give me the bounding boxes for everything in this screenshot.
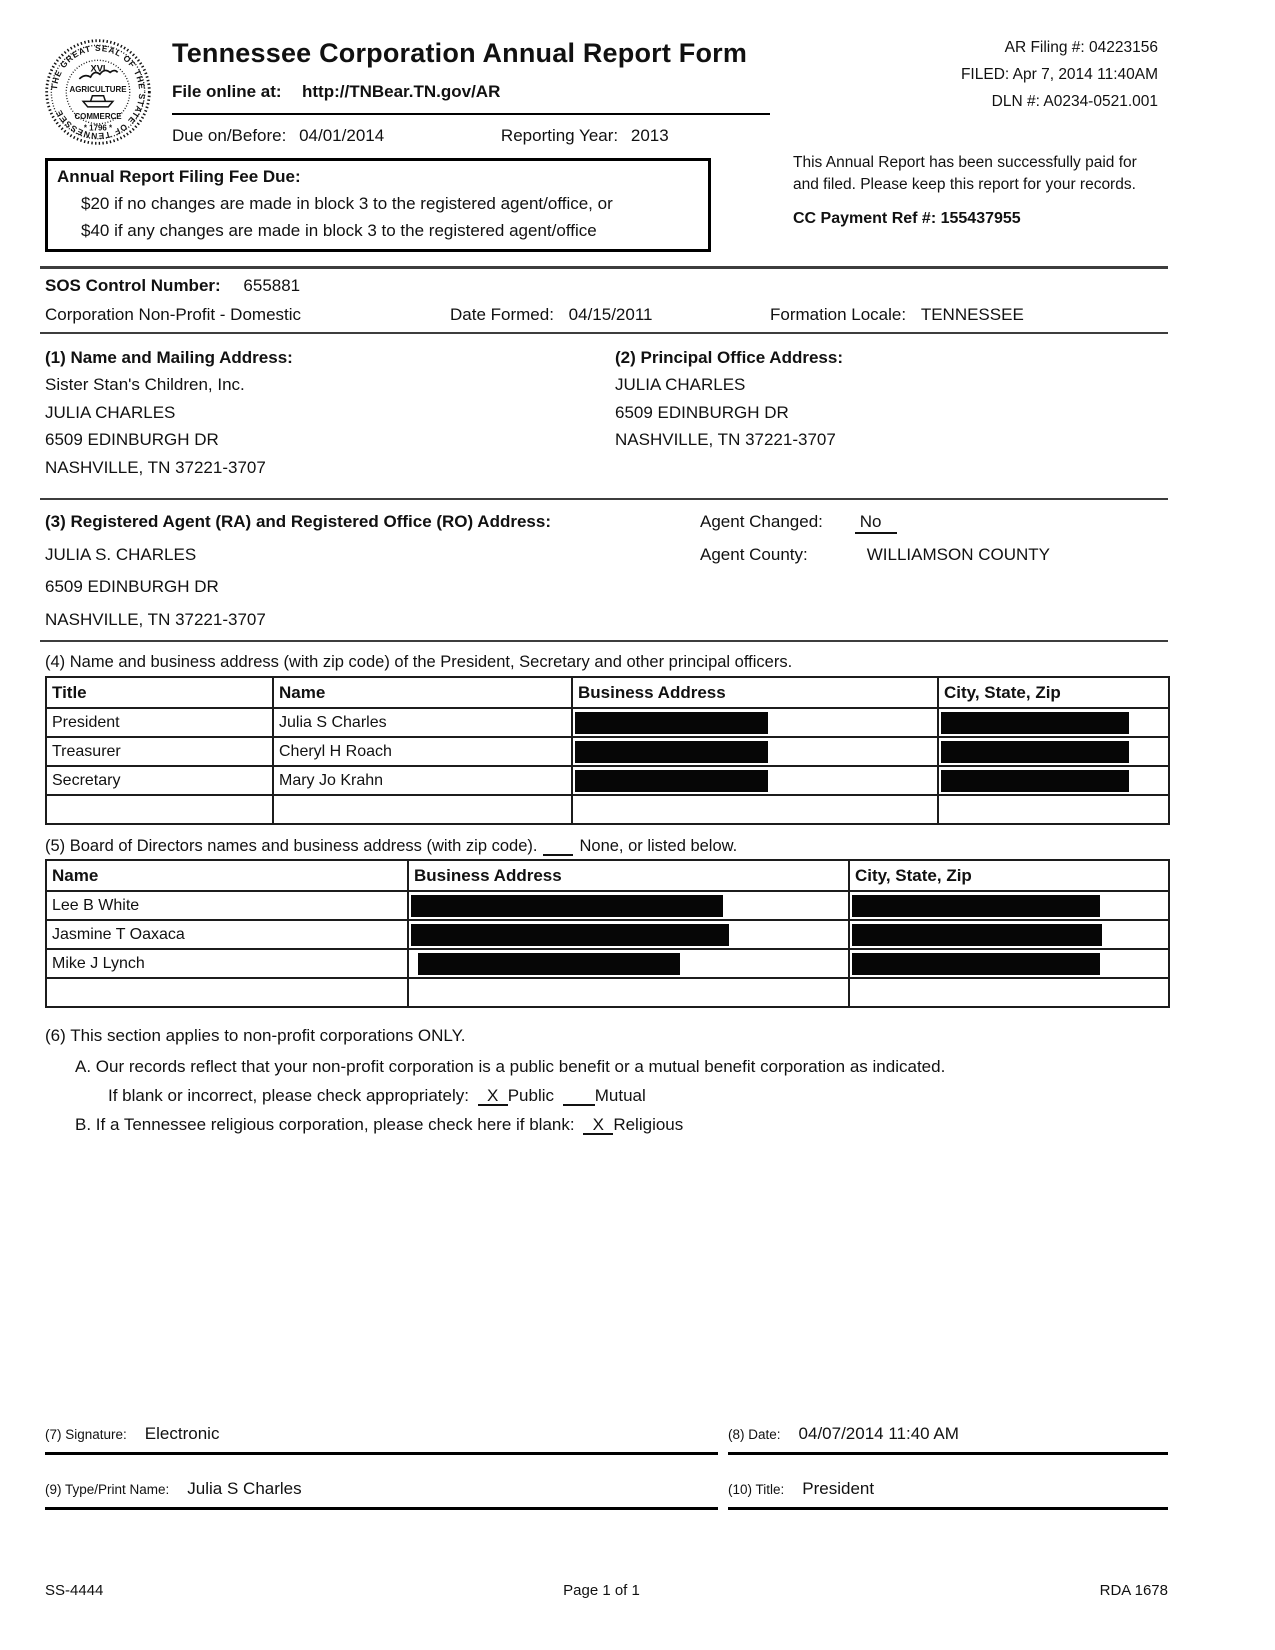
agent-changed-label: Agent Changed: [700,512,823,531]
mailing-line: JULIA CHARLES [45,402,176,422]
officer-name: Mary Jo Krahn [273,766,572,795]
agent-changed-value: No [855,512,898,534]
column-header-name: Name [46,860,408,891]
address-blocks [45,344,1168,481]
mutual-checkbox-blank [563,1086,595,1106]
redacted-business-address [411,895,723,917]
table-header-row [46,860,1169,891]
officer-name: Julia S Charles [273,708,572,737]
due-label: Due on/Before: [172,126,287,145]
column-header-city-state-zip: City, State, Zip [938,677,1169,708]
table-row-empty [46,795,1169,824]
column-header-name: Name [273,677,572,708]
section-6-heading: (6) This section applies to non-profit corporations ONLY. [45,1026,466,1045]
date-formed [450,305,770,325]
redacted-city-state-zip [941,712,1129,734]
section-5-caption-tail: None, or listed below. [579,837,738,855]
religious-label: Religious [613,1115,684,1134]
print-name-label: (9) Type/Print Name: [45,1482,170,1497]
redacted-city-state-zip [852,924,1102,946]
mutual-label: Mutual [594,1086,646,1105]
date-formed-value: 04/15/2011 [568,305,653,324]
file-online-label: File online at: [172,82,282,101]
divider [40,640,1168,642]
column-header-business-address: Business Address [572,677,938,708]
agent-line: 6509 EDINBURGH DR [45,577,219,596]
table-row [46,737,1169,766]
filing-info [858,34,1158,115]
formation-locale-value: TENNESSEE [920,305,1024,324]
ar-filing-number: AR Filing #: 04223156 [1004,39,1158,56]
title-field [728,1479,1168,1510]
office-line: NASHVILLE, TN 37221-3707 [615,430,836,449]
sos-control-label: SOS Control Number: [45,276,221,295]
block-2-title: (2) Principal Office Address: [615,348,843,367]
table-row [46,920,1169,949]
registered-agent-address [45,506,700,636]
check-instruction: If blank or incorrect, please check appropriately: [108,1086,469,1105]
public-checkbox-mark: X [478,1086,508,1106]
officer-title: President [46,708,273,737]
table-header-row [46,677,1169,708]
section-5-caption [45,836,737,856]
signature-value: Electronic [144,1424,220,1443]
agent-changed-row [700,506,1168,539]
section-4-caption: (4) Name and business address (with zip code) of the President, Secretary and other principal officers. [45,653,793,671]
signature-label: (7) Signature: [45,1427,127,1442]
table-row-empty [46,978,1169,1007]
state-seal [42,36,154,153]
payment-confirmation [793,152,1165,228]
cc-payment-ref: CC Payment Ref #: 155437955 [793,210,1021,227]
directors-table [45,859,1170,1008]
director-name: Lee B White [46,891,408,920]
redacted-city-state-zip [941,741,1129,763]
agent-county-row [700,539,1168,572]
office-line: JULIA CHARLES [615,375,746,394]
divider [40,498,1168,500]
director-name: Jasmine T Oaxaca [46,920,408,949]
redacted-business-address [575,741,768,763]
seal-commerce-text: COMMERCE [74,112,122,122]
block-1-title: (1) Name and Mailing Address: [45,348,293,367]
block-1-mailing-address [45,344,615,481]
filed-timestamp: FILED: Apr 7, 2014 11:40AM [960,66,1158,83]
redacted-business-address [411,924,729,946]
agent-line: NASHVILLE, TN 37221-3707 [45,609,266,629]
table-row [46,708,1169,737]
date-formed-label: Date Formed: [450,305,554,324]
redacted-business-address [418,953,680,975]
section-6-line-a: A. Our records reflect that your non-profit corporation is a public benefit or a mutual benefit corporation as indicated. [75,1057,946,1076]
section-6-line-a2 [108,1086,1168,1106]
public-label: Public [507,1086,555,1105]
due-value: 04/01/2014 [299,126,385,145]
date-field [728,1424,1168,1455]
table-row [46,949,1169,978]
seal-year-text: * 1796 * [83,123,113,133]
seal-ring-text: THE GREAT SEAL OF THE STATE OF TENNESSEE [48,42,148,142]
date-value: 04/07/2014 11:40 AM [798,1424,959,1443]
title-label: (10) Title: [728,1482,785,1497]
column-header-title: Title [46,677,273,708]
officer-name: Cheryl H Roach [273,737,572,766]
block-3-registered-agent [45,506,1168,636]
sos-section [45,276,1168,325]
sos-control-row [45,276,1168,296]
section-5-caption-text: (5) Board of Directors names and business address (with zip code). [45,837,538,855]
file-online-row [172,82,770,115]
fee-box [45,158,711,252]
officer-title: Secretary [46,766,273,795]
seal-boat-illustration [83,96,113,107]
section-6-line-b [75,1115,1168,1135]
redacted-city-state-zip [852,953,1100,975]
seal-agriculture-text: AGRICULTURE [69,85,127,94]
dln-number: DLN #: A0234-0521.001 [991,93,1158,110]
column-header-city-state-zip: City, State, Zip [849,860,1169,891]
title-value: President [802,1479,875,1498]
due-row [172,126,812,146]
religious-checkbox-mark: X [583,1115,613,1135]
agent-county-label: Agent County: [700,544,808,564]
page-footer [45,1582,1168,1599]
divider [40,266,1168,269]
director-name: Mike J Lynch [46,949,408,978]
reporting-year-value: 2013 [630,126,669,145]
office-line: 6509 EDINBURGH DR [615,402,789,422]
officers-table [45,676,1170,825]
mailing-line: NASHVILLE, TN 37221-3707 [45,457,266,477]
tennessee-state-seal-icon [42,36,154,148]
fee-line-40: $40 if any changes are made in block 3 to the registered agent/office [81,221,597,240]
table-row [46,891,1169,920]
rda-number: RDA 1678 [1099,1582,1168,1599]
agent-county-value: WILLIAMSON COUNTY [866,544,1050,564]
redacted-city-state-zip [941,770,1129,792]
paid-note: This Annual Report has been successfully paid for and filed. Please keep this report for your records. [793,154,1137,193]
block-2-principal-office [615,344,1168,481]
date-label: (8) Date: [728,1427,781,1442]
fee-line-20: $20 if no changes are made in block 3 to the registered agent/office, or [81,194,613,213]
corporation-type: Corporation Non-Profit - Domestic [45,305,302,324]
redacted-business-address [575,712,768,734]
officer-title: Treasurer [46,737,273,766]
formation-locale-label: Formation Locale: [770,305,907,324]
column-header-business-address: Business Address [408,860,849,891]
formation-locale [770,305,1024,325]
seal-numeral: XVI [90,63,106,74]
table-row [46,766,1169,795]
file-online-url: http://TNBear.TN.gov/AR [302,82,501,101]
none-checkbox-blank [543,836,573,856]
reporting-year-label: Reporting Year: [500,126,619,145]
mailing-line: 6509 EDINBURGH DR [45,430,219,449]
signature-field [45,1424,718,1455]
redacted-city-state-zip [852,895,1100,917]
corp-info-row [45,305,1168,325]
mailing-line: Sister Stan's Children, Inc. [45,375,245,394]
fee-box-title: Annual Report Filing Fee Due: [57,167,301,186]
agent-status [700,506,1168,636]
section-6-nonprofit [45,1026,1168,1135]
redacted-business-address [575,770,768,792]
header [172,38,812,146]
print-name-value: Julia S Charles [187,1479,302,1498]
religious-instruction: B. If a Tennessee religious corporation, please check here if blank: [75,1115,575,1134]
print-name-field [45,1479,718,1510]
agent-line: JULIA S. CHARLES [45,544,197,564]
sos-control-value: 655881 [243,276,301,295]
divider [40,332,1168,334]
page-number: Page 1 of 1 [563,1582,640,1599]
page-title: Tennessee Corporation Annual Report Form [172,38,748,68]
form-number: SS-4444 [45,1582,104,1599]
block-3-title: (3) Registered Agent (RA) and Registered Office (RO) Address: [45,512,551,531]
